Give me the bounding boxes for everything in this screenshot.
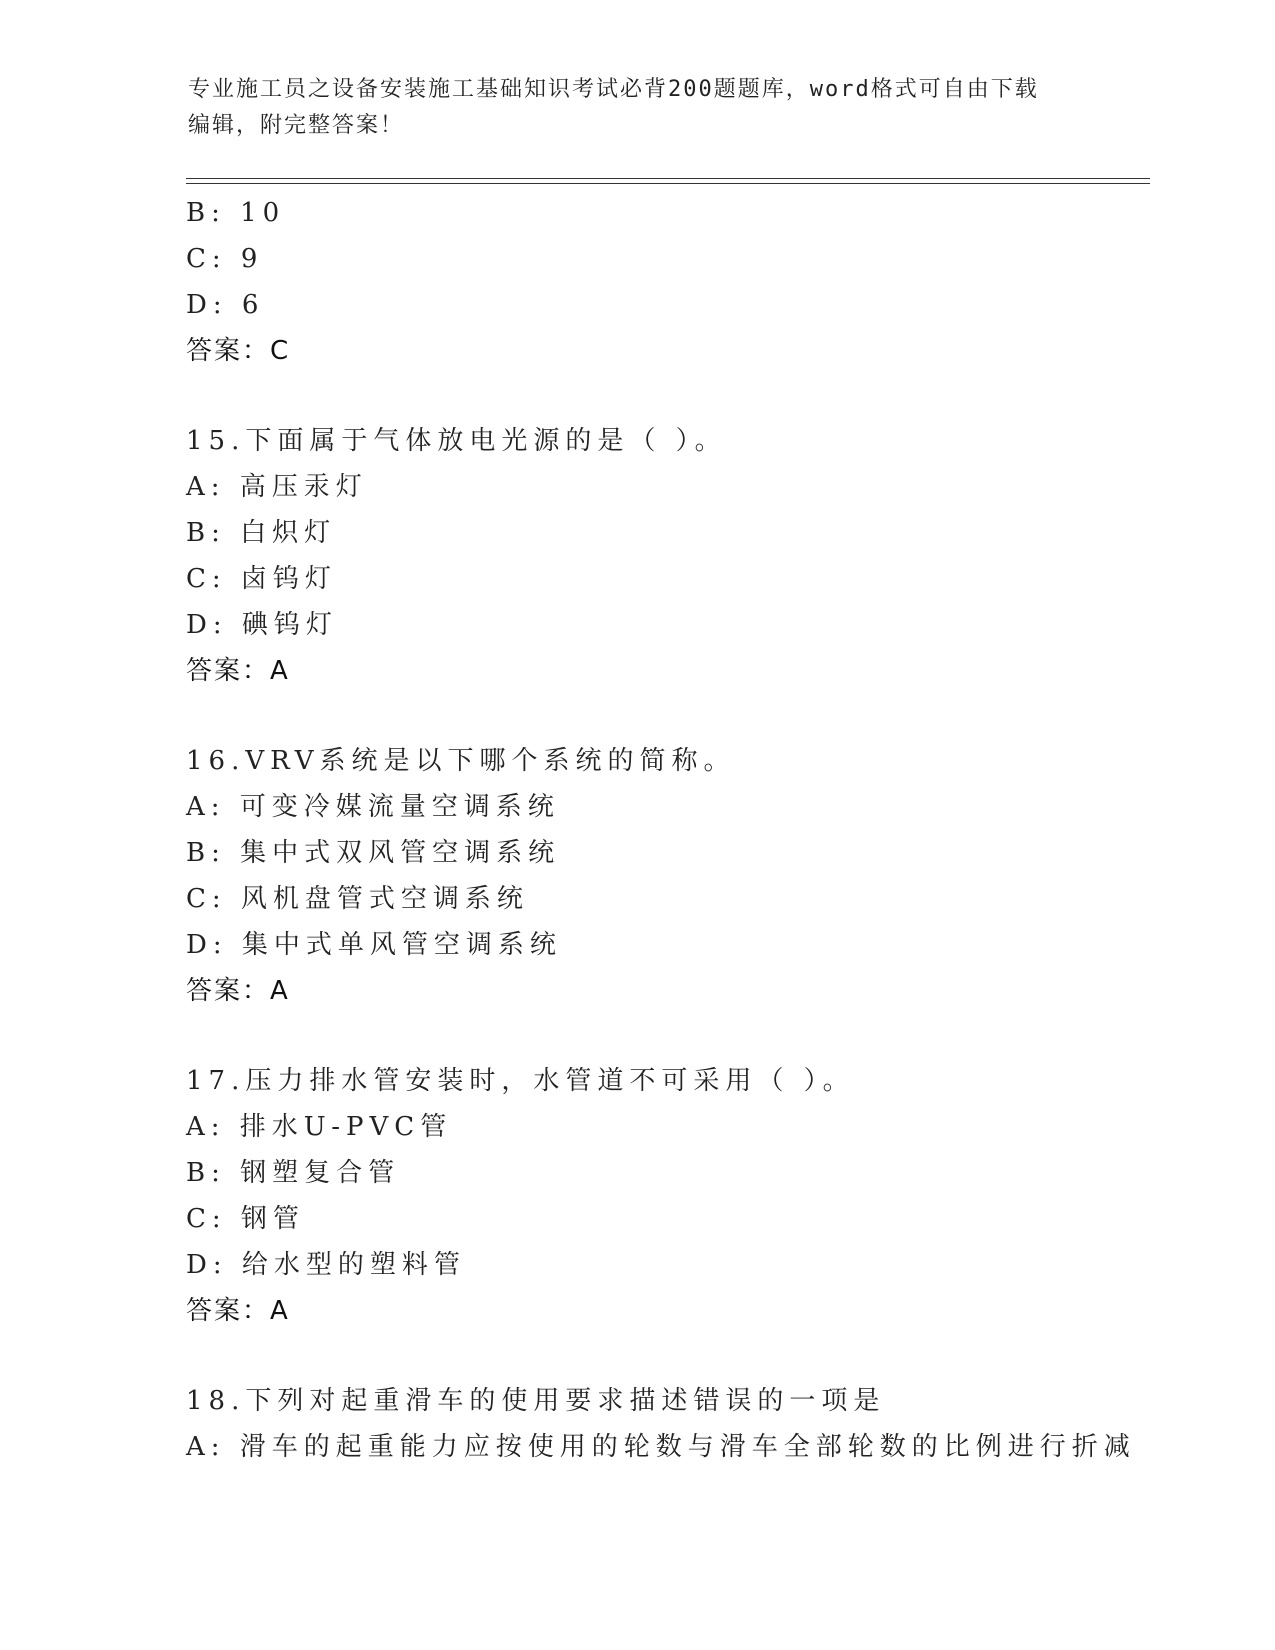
question-stem: 17.压力排水管安装时，水管道不可采用（ ）。 bbox=[186, 1066, 855, 1096]
spacer bbox=[186, 1334, 1146, 1378]
header-title-line1: 专业施工员之设备安装施工基础知识考试必背200题题库，word格式可自由下载 bbox=[188, 77, 1039, 102]
question-17 bbox=[186, 1058, 1146, 1334]
answer-line: 答案：C bbox=[186, 336, 291, 366]
spacer bbox=[186, 1014, 1146, 1058]
option-c: C: 钢管 bbox=[186, 1204, 305, 1234]
answer-line: 答案：A bbox=[186, 1296, 290, 1326]
spacer bbox=[186, 374, 1146, 418]
option-b: B: 白炽灯 bbox=[186, 518, 337, 548]
header-divider-bottom bbox=[186, 183, 1150, 184]
option-b: B: 10 bbox=[186, 198, 286, 228]
option-d: D: 给水型的塑料管 bbox=[186, 1250, 466, 1280]
option-d: D: 6 bbox=[186, 290, 265, 320]
question-stem: 15.下面属于气体放电光源的是（ ）。 bbox=[186, 426, 727, 456]
option-a: A: 滑车的起重能力应按使用的轮数与滑车全部轮数的比例进行折减 bbox=[186, 1432, 1136, 1462]
option-b: B: 钢塑复合管 bbox=[186, 1158, 401, 1188]
question-stem: 16.VRV系统是以下哪个系统的简称。 bbox=[186, 746, 736, 776]
question-16 bbox=[186, 738, 1146, 1014]
option-c: C: 卤钨灯 bbox=[186, 564, 337, 594]
question-list bbox=[186, 190, 1146, 1470]
question-stem: 18.下列对起重滑车的使用要求描述错误的一项是 bbox=[186, 1386, 886, 1416]
option-d: D: 碘钨灯 bbox=[186, 610, 338, 640]
question-15 bbox=[186, 418, 1146, 694]
question-18 bbox=[186, 1378, 1146, 1470]
option-b: B: 集中式双风管空调系统 bbox=[186, 838, 561, 868]
header-divider-top bbox=[186, 178, 1150, 179]
question-14-continued bbox=[186, 190, 1146, 374]
option-a: A: 排水U-PVC管 bbox=[186, 1112, 453, 1142]
spacer bbox=[186, 694, 1146, 738]
option-c: C: 9 bbox=[186, 244, 264, 274]
answer-line: 答案：A bbox=[186, 656, 290, 686]
header-title-line2: 编辑，附完整答案！ bbox=[188, 113, 405, 138]
option-c: C: 风机盘管式空调系统 bbox=[186, 884, 529, 914]
option-a: A: 高压汞灯 bbox=[186, 472, 368, 502]
option-d: D: 集中式单风管空调系统 bbox=[186, 930, 562, 960]
answer-line: 答案：A bbox=[186, 976, 290, 1006]
option-a: A: 可变冷媒流量空调系统 bbox=[186, 792, 560, 822]
document-header bbox=[188, 72, 1088, 144]
